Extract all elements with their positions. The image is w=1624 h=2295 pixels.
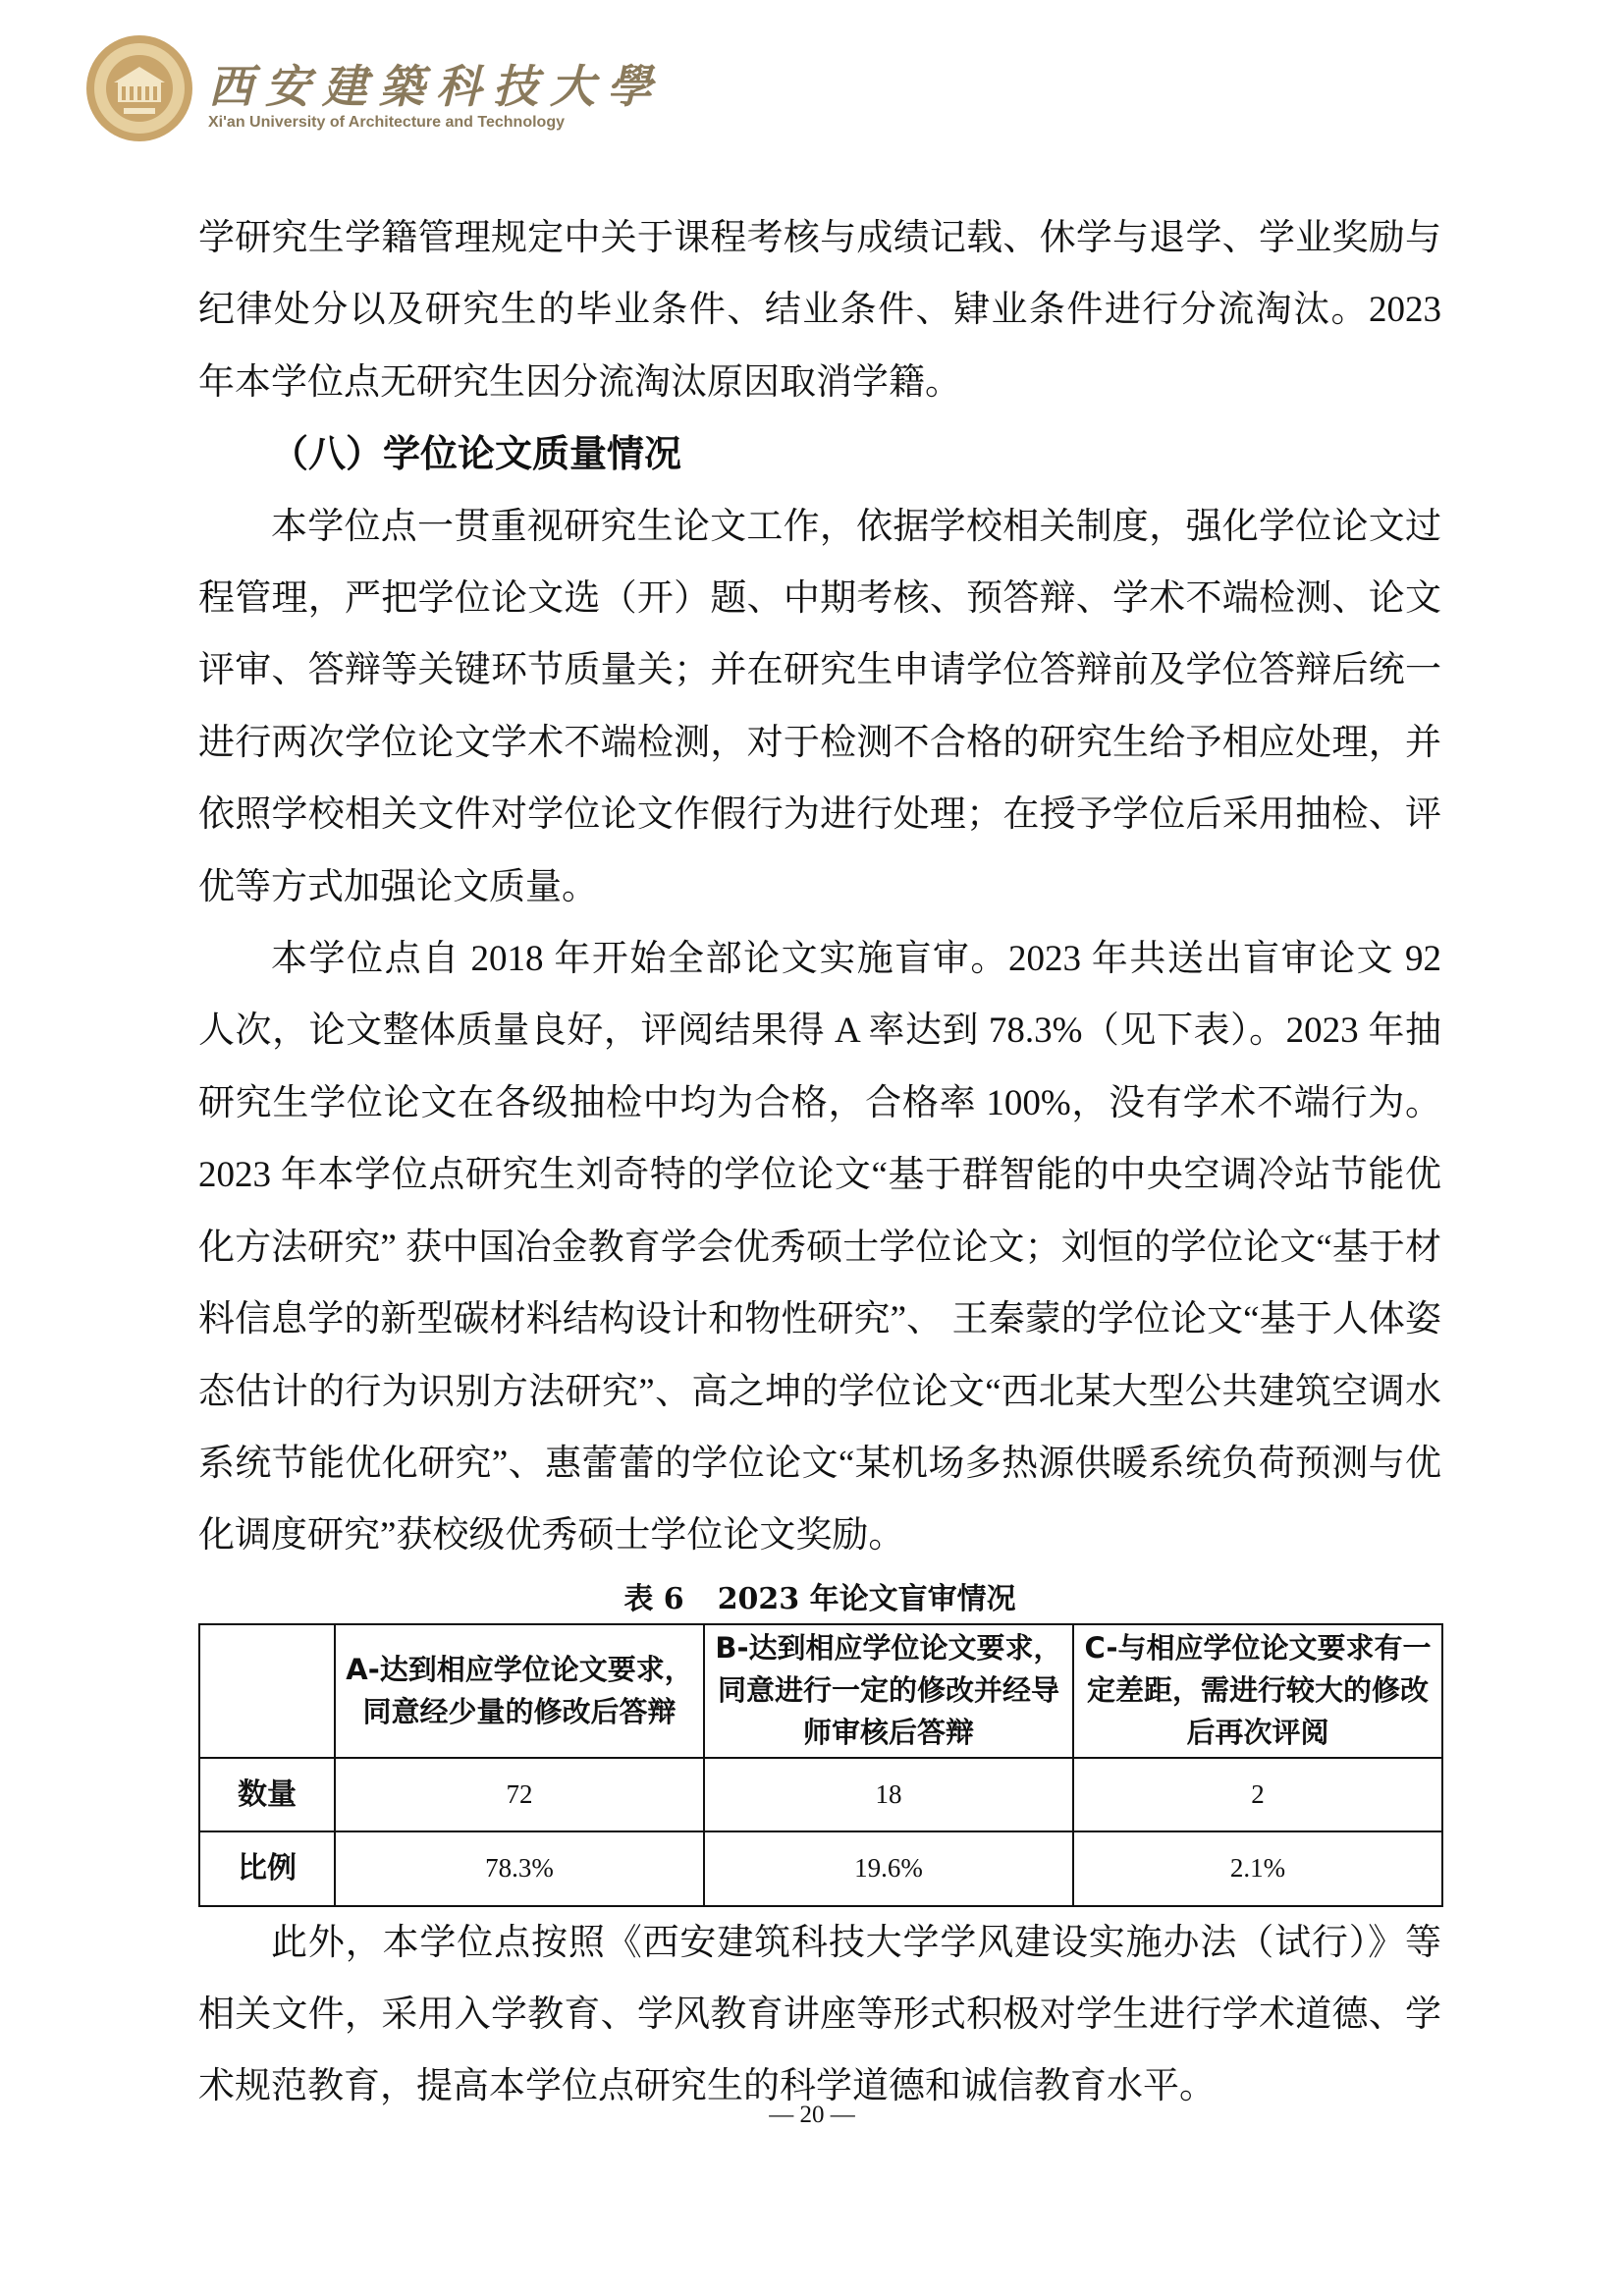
section-heading: （八）学位论文质量情况 [271,432,682,476]
table-cell: 2.1% [1073,1831,1442,1905]
paragraph-continuation: 学研究生学籍管理规定中关于课程考核与成绩记载、休学与退学、学业奖励与纪律处分以及研究生的毕业条件、结业条件、肄业条件进行分流淘汰。2023 年本学位点无研究生因分流淘汰原因取消学籍。 [198,218,1441,403]
page-number: — 20 — [769,2102,855,2128]
table-cell: 78.3% [335,1831,704,1905]
table-row [199,1831,1442,1905]
main-content [198,202,1441,2123]
table-cell: 2 [1073,1758,1442,1831]
table-cell: 19.6% [704,1831,1073,1905]
university-seal-icon [84,33,194,143]
university-name-en: Xi'an University of Architecture and Technology [208,114,565,131]
table-header-cell: B-达到相应学位论文要求，同意进行一定的修改并经导师审核后答辩 [704,1624,1073,1758]
table-row [199,1758,1442,1831]
paragraph-academic-ethics: 此外，本学位点按照《西安建筑科技大学学风建设实施办法（试行）》等相关文件，采用入学教育、学风教育讲座等形式积极对学生进行学术道德、学术规范教育，提高本学位点研究生的科学道德和诚信教育水平。 [198,1922,1441,2107]
blind-review-table [198,1623,1443,1907]
table-cell: 72 [335,1758,704,1831]
university-name-cn: 西安建築科技大學 [208,60,664,113]
table-header-cell: C-与相应学位论文要求有一定差距，需进行较大的修改后再次评阅 [1073,1624,1442,1758]
table-header-row [199,1624,1442,1758]
table-caption-label: 表 6 [623,1581,684,1616]
table-row-label: 数量 [199,1758,335,1831]
table-row-label: 比例 [199,1831,335,1905]
table-caption [198,1578,1441,1621]
table-header-cell [199,1624,335,1758]
page-header [84,33,664,151]
paragraph-thesis-process: 本学位点一贯重视研究生论文工作，依据学校相关制度，强化学位论文过程管理，严把学位论文选（开）题、中期考核、预答辩、学术不端检测、论文评审、答辩等关键环节质量关；并在研究生申请学位答辩前及学位答辩后统一进行两次学位论文学术不端检测，对于检测不合格的研究生给予相应处理，并依照学校相关文件对学位论文作假行为进行处理；在授予学位后采用抽检、评优等方式加强论文质量。 [198,506,1441,907]
table-cell: 18 [704,1758,1073,1831]
paragraph-blind-review: 本学位点自 2018 年开始全部论文实施盲审。2023 年共送出盲审论文 92 人次，论文整体质量良好，评阅结果得 A 率达到 78.3%（见下表）。2023 年抽研究生学位论文在各级抽检中均为合格，合格率 100%，没有学术不端行为。2023 年本学位点研究生刘奇特的学位论文“基于群智能的中央空调冷站节能优化方法研究” 获中国冶金教育学会优秀硕士学位论文；刘恒的学位论文“基于材料信息学的新型碳材料结构设计和物性研究”、 王秦蒙的学位论文“基于人体姿态估计的行为识别方法研究”、高之坤的学位论文“西北某大型公共建筑空调水系统节能优化研究”、惠蕾蕾的学位论文“某机场多热源供暖系统负荷预测与优化调度研究”获校级优秀硕士学位论文奖励。 [198,939,1441,1557]
table-caption-title: 2023 年论文盲审情况 [717,1581,1016,1616]
table-header-cell: A-达到相应学位论文要求，同意经少量的修改后答辩 [335,1624,704,1758]
